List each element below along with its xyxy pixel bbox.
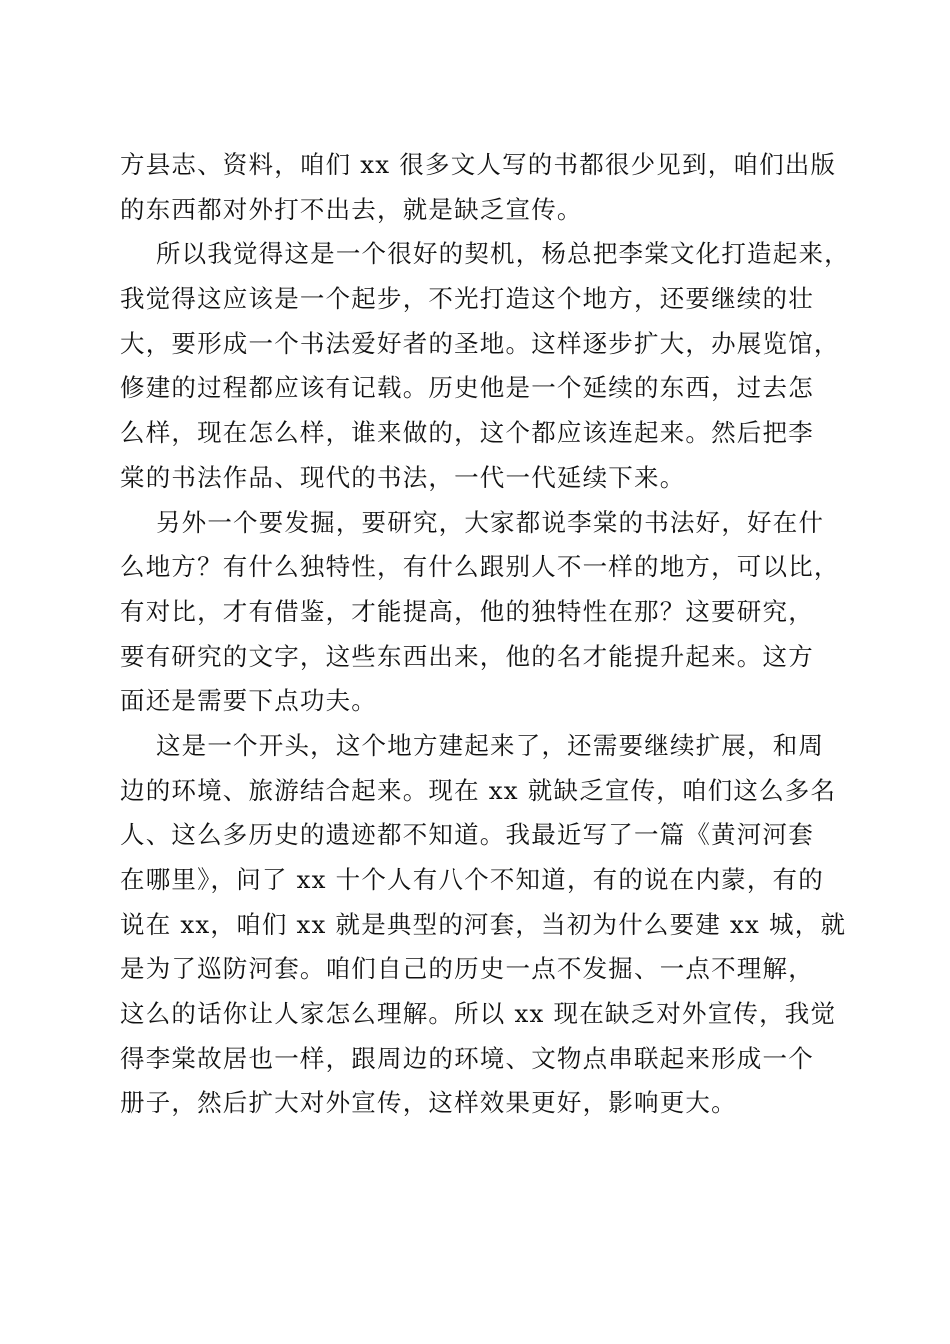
text-line: 边的环境、旅游结合起来。现在 xx 就缺乏宣传，咱们这么多名 bbox=[120, 775, 837, 805]
body-text bbox=[120, 143, 850, 1126]
text-line: 所以我觉得这是一个很好的契机，杨总把李棠文化打造起来， bbox=[120, 239, 850, 269]
text-line: 是为了巡防河套。咱们自己的历史一点不发掘、一点不理解， bbox=[120, 954, 814, 984]
text-line: 的东西都对外打不出去，就是缺乏宣传。 bbox=[120, 194, 583, 224]
text-line: 方县志、资料，咱们 xx 很多文人写的书都很少见到，咱们出版 bbox=[120, 150, 837, 179]
text-line: 得李棠故居也一样，跟周边的环境、文物点串联起来形成一个 bbox=[120, 1043, 814, 1073]
text-line: 要有研究的文字，这些东西出来，他的名才能提升起来。这方 bbox=[120, 641, 814, 671]
text-line: 么地方？有什么独特性，有什么跟别人不一样的地方，可以比， bbox=[120, 552, 840, 582]
text-line: 册子，然后扩大对外宣传，这样效果更好，影响更大。 bbox=[120, 1088, 737, 1118]
text-line: 另外一个要发掘，要研究，大家都说李棠的书法好，好在什 bbox=[120, 507, 825, 537]
text-line: 说在 xx，咱们 xx 就是典型的河套，当初为什么要建 xx 城，就 bbox=[120, 909, 847, 939]
text-line: 我觉得这应该是一个起步，不光打造这个地方，还要继续的壮 bbox=[120, 284, 814, 314]
text-line: 面还是需要下点功夫。 bbox=[120, 686, 377, 716]
text-line: 大，要形成一个书法爱好者的圣地。这样逐步扩大，办展览馆， bbox=[120, 328, 840, 358]
text-line: 人、这么多历史的遗迹都不知道。我最近写了一篇《黄河河套 bbox=[120, 820, 814, 850]
text-line: 在哪里》，问了 xx 十个人有八个不知道，有的说在内蒙，有的 bbox=[120, 865, 824, 894]
text-line: 修建的过程都应该有记载。历史他是一个延续的东西，过去怎 bbox=[120, 373, 814, 403]
text-line: 这么的话你让人家怎么理解。所以 xx 现在缺乏对外宣传，我觉 bbox=[120, 999, 837, 1029]
text-line: 这是一个开头，这个地方建起来了，还需要继续扩展，和周 bbox=[120, 730, 825, 760]
text-line: 棠的书法作品、现代的书法，一代一代延续下来。 bbox=[120, 462, 686, 492]
text-line: 么样，现在怎么样，谁来做的，这个都应该连起来。然后把李 bbox=[120, 418, 814, 448]
text-line: 有对比，才有借鉴，才能提高，他的独特性在那？这要研究， bbox=[120, 596, 814, 626]
